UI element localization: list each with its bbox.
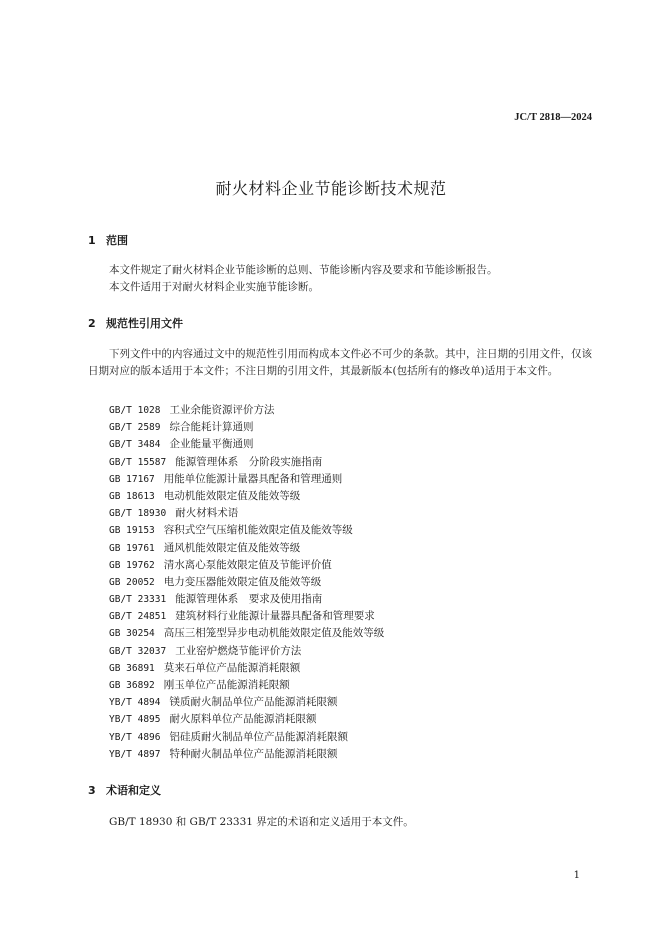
reference-code: GB/T 23331: [109, 594, 167, 606]
reference-item: [109, 471, 384, 488]
reference-item: [109, 522, 384, 539]
reference-code: GB 19762: [109, 559, 155, 571]
reference-code: GB 36891: [109, 662, 155, 674]
section-heading-terms: [88, 782, 161, 798]
reference-title: 能源管理体系 分阶段实施指南: [175, 455, 323, 468]
reference-title: 耐火材料术语: [175, 507, 239, 520]
reference-item: [109, 505, 384, 522]
reference-item: [109, 694, 384, 711]
section-number: 1: [88, 234, 96, 247]
reference-item: [109, 625, 384, 642]
reference-title: 特种耐火制品单位产品能源消耗限额: [169, 747, 338, 760]
reference-title: 镁质耐火制品单位产品能源消耗限额: [169, 696, 338, 709]
reference-item: [109, 591, 384, 608]
section-title: 术语和定义: [106, 784, 161, 797]
reference-code: GB/T 32037: [109, 645, 167, 657]
reference-title: 综合能耗计算通则: [169, 421, 254, 434]
reference-item: [109, 488, 384, 505]
reference-item: [109, 746, 384, 763]
reference-code: GB/T 2589: [109, 422, 161, 434]
reference-code: GB 30254: [109, 628, 155, 640]
reference-title: 能源管理体系 要求及使用指南: [175, 593, 323, 606]
reference-title: 莫来石单位产品能源消耗限额: [163, 661, 301, 674]
document-title: 耐火材料企业节能诊断技术规范: [215, 179, 447, 198]
reference-item: [109, 729, 384, 746]
reference-item: [109, 419, 384, 436]
reference-title: 电力变压器能效限定值及能效等级: [163, 575, 322, 588]
reference-title: 高压三相笼型异步电动机能效限定值及能效等级: [163, 627, 385, 640]
reference-title: 企业能量平衡通则: [169, 438, 254, 451]
reference-item: [109, 557, 384, 574]
reference-code: GB 18613: [109, 490, 155, 502]
terms-paragraph: GB/T 18930 和 GB/T 23331 界定的术语和定义适用于本文件。: [109, 816, 414, 828]
reference-title: 工业窑炉燃烧节能评价方法: [175, 644, 302, 657]
reference-code: GB 36892: [109, 680, 155, 691]
reference-title: 耐火原料单位产品能源消耗限额: [169, 713, 317, 726]
reference-code: GB 20052: [109, 576, 155, 588]
normative-refs-intro: 下列文件中的内容通过文中的规范性引用而构成本文件必不可少的条款。其中，注日期的引用文件，仅该日期对应的版本适用于本文件；不注日期的引用文件，其最新版本(包括所有的修改单)适用于本文件。: [88, 348, 592, 377]
reference-code: YB/T 4895: [109, 714, 161, 726]
reference-title: 建筑材料行业能源计量器具配备和管理要求: [175, 610, 375, 623]
document-code: JC/T 2818—2024: [514, 112, 592, 123]
section-title: 范围: [106, 234, 128, 247]
reference-code: GB/T 3484: [109, 439, 161, 451]
reference-code: YB/T 4897: [109, 748, 161, 760]
section-number: 3: [88, 784, 96, 797]
section-number: 2: [88, 317, 96, 330]
reference-title: 刚玉单位产品能源消耗限额: [163, 679, 290, 691]
reference-title: 电动机能效限定值及能效等级: [163, 489, 301, 502]
reference-code: GB 19761: [109, 542, 155, 554]
reference-title: 用能单位能源计量器具配备和管理通则: [163, 472, 343, 485]
reference-item: [109, 574, 384, 591]
reference-code: GB/T 18930: [109, 508, 167, 520]
reference-title: 清水离心泵能效限定值及节能评价值: [163, 558, 332, 571]
section-heading-normative-refs: [88, 315, 183, 331]
reference-item: [109, 540, 384, 557]
reference-code: YB/T 4894: [109, 697, 161, 709]
reference-code: GB 17167: [109, 473, 155, 485]
section-heading-scope: [88, 232, 128, 248]
reference-item: [109, 436, 384, 453]
reference-item: [109, 454, 384, 471]
reference-item: [109, 711, 384, 728]
reference-code: YB/T 4896: [109, 731, 161, 743]
reference-title: 容积式空气压缩机能效限定值及能效等级: [163, 524, 353, 537]
reference-code: GB/T 1028: [109, 405, 161, 416]
reference-item: [109, 660, 384, 677]
reference-item: [109, 402, 384, 419]
scope-paragraph-1: 本文件规定了耐火材料企业节能诊断的总则、节能诊断内容及要求和节能诊断报告。: [109, 264, 498, 276]
section-title: 规范性引用文件: [106, 317, 183, 330]
reference-item: [109, 643, 384, 660]
reference-title: 工业余能资源评价方法: [169, 404, 275, 416]
reference-code: GB/T 24851: [109, 611, 167, 623]
page-number: 1: [573, 870, 580, 881]
reference-item: [109, 608, 384, 625]
reference-title: 通风机能效限定值及能效等级: [163, 541, 301, 554]
reference-list: [109, 402, 384, 763]
reference-item: [109, 677, 384, 694]
scope-paragraph-2: 本文件适用于对耐火材料企业实施节能诊断。: [109, 281, 319, 293]
reference-code: GB 19153: [109, 525, 155, 537]
reference-code: GB/T 15587: [109, 456, 167, 468]
reference-title: 铝硅质耐火制品单位产品能源消耗限额: [169, 730, 348, 743]
